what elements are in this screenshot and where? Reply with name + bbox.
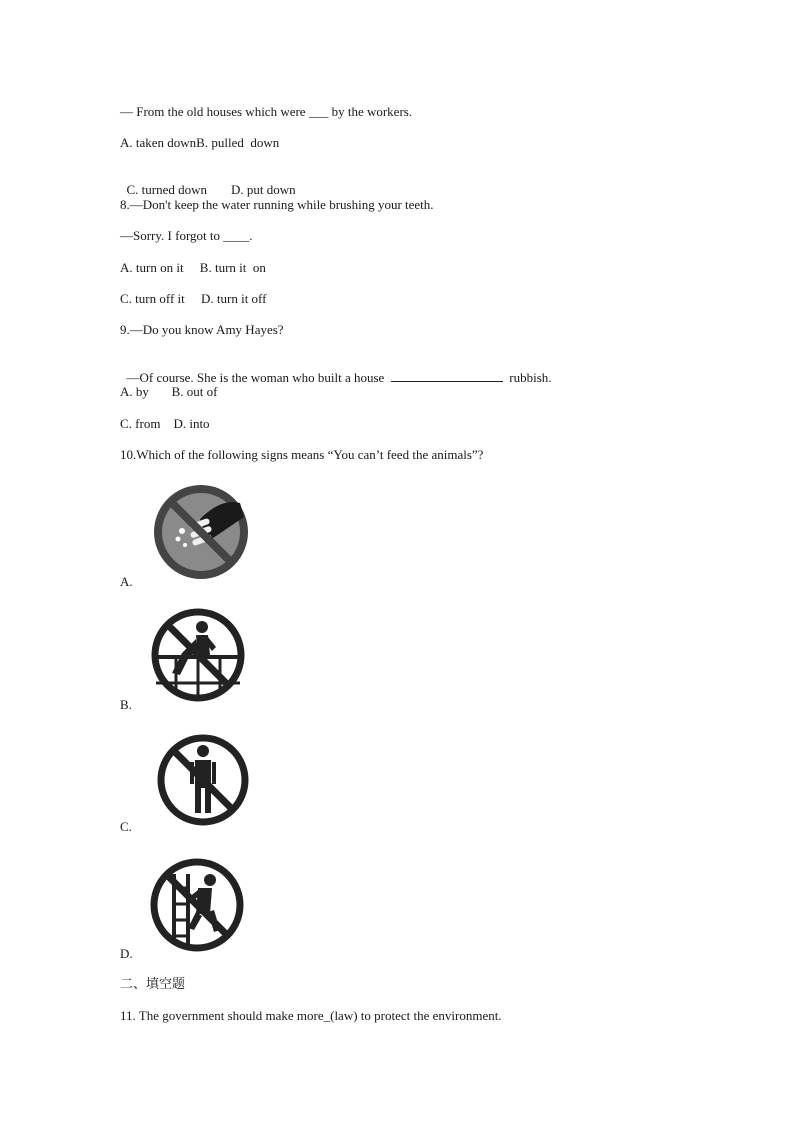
q9-reply-after: rubbish. — [502, 370, 552, 385]
q9-stem: 9.—Do you know Amy Hayes? — [120, 322, 284, 337]
q8-options-cd: C. turn off it D. turn it off — [120, 291, 267, 306]
q7-options-cd — [120, 166, 296, 198]
q11-stem: 11. The government should make more_(law) to protect the environment. — [120, 1008, 502, 1023]
q10-option-d-label: D. — [120, 946, 133, 961]
no-feeding-sign-icon — [152, 483, 250, 581]
section-title: 二、填空题 — [120, 977, 186, 992]
q7-options-ab: A. taken downB. pulled down — [120, 135, 280, 150]
q9-reply — [120, 353, 552, 386]
q10-option-a-label: A. — [120, 574, 133, 589]
q10-stem: 10.Which of the following signs means “You can’t feed the animals”? — [120, 447, 484, 462]
q9-options-cd: C. from D. into — [120, 416, 210, 431]
q7-option-d: D. put down — [231, 182, 296, 197]
no-climbing-fence-sign-icon — [150, 607, 246, 703]
no-pedestrians-sign-icon — [156, 733, 250, 827]
q8-stem: 8.—Don't keep the water running while brushing your teeth. — [120, 197, 434, 212]
no-climbing-ladder-sign-icon — [148, 856, 246, 954]
q7-option-c: C. turned down — [126, 182, 208, 197]
q9-reply-before: —Of course. She is the woman who built a house — [126, 370, 391, 385]
q10-option-b-label: B. — [120, 697, 132, 712]
q9-answer-blank — [391, 369, 503, 382]
q8-options-ab: A. turn on it B. turn it on — [120, 260, 266, 275]
q8-reply: —Sorry. I forgot to ____. — [120, 228, 253, 243]
q9-options-ab: A. by B. out of — [120, 384, 218, 399]
q10-option-c-label: C. — [120, 819, 132, 834]
q7-stem: — From the old houses which were ___ by the workers. — [120, 104, 413, 119]
